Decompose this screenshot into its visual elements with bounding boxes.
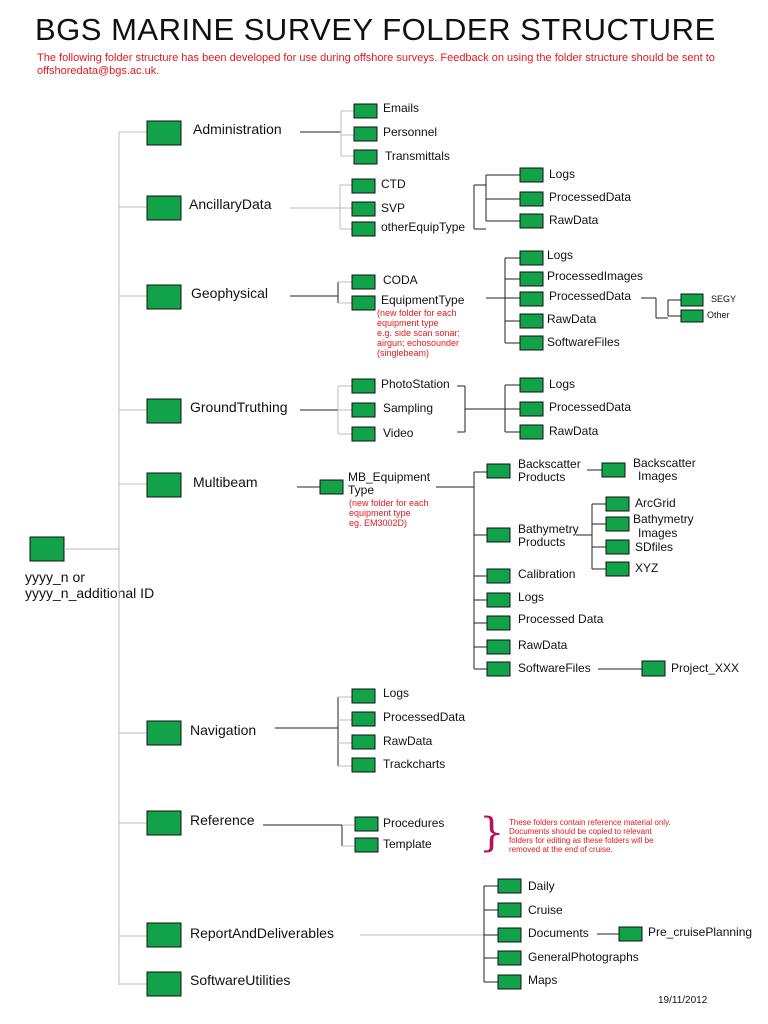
label-documents: Documents xyxy=(528,926,589,940)
label-otherequiptype: otherEquipType xyxy=(381,220,466,234)
folder-ancillary-rawdata[interactable] xyxy=(520,214,543,228)
label-reportanddeliverables: ReportAndDeliverables xyxy=(190,925,334,941)
label-softwareutilities: SoftwareUtilities xyxy=(190,972,291,988)
folder-bathymetry-products[interactable] xyxy=(487,528,510,542)
folder-equipmenttype[interactable] xyxy=(352,296,375,310)
folder-daily[interactable] xyxy=(498,879,521,893)
label-geo-rawdata: RawData xyxy=(547,312,597,326)
folder-pre-cruiseplanning[interactable] xyxy=(619,927,642,941)
ref-note-line4: removed at the end of cruise. xyxy=(509,845,613,854)
label-geo-softwarefiles: SoftwareFiles xyxy=(547,335,620,349)
folder-ancillary-processeddata[interactable] xyxy=(520,192,543,206)
page-title: BGS MARINE SURVEY FOLDER STRUCTURE xyxy=(35,12,716,47)
folder-cruise[interactable] xyxy=(498,903,521,917)
ref-note-line3: folders for editing as these folders will be xyxy=(509,836,654,845)
level1-softwareutilities[interactable] xyxy=(119,972,290,996)
level1-ancillarydata[interactable] xyxy=(119,196,272,220)
level1-multibeam[interactable] xyxy=(119,473,258,497)
label-arcgrid: ArcGrid xyxy=(635,496,676,510)
folder-documents[interactable] xyxy=(498,928,521,942)
label-administration: Administration xyxy=(193,121,282,137)
root-label-line2: yyyy_n_additional ID xyxy=(25,585,155,601)
folder-emails[interactable] xyxy=(354,104,377,118)
folder-segy[interactable] xyxy=(681,294,703,306)
folder-mb-logs[interactable] xyxy=(487,593,510,607)
label-gt-rawdata: RawData xyxy=(549,424,599,438)
label-reference: Reference xyxy=(190,812,255,828)
label-ancillary-processeddata: ProcessedData xyxy=(549,190,632,204)
label-geo-logs: Logs xyxy=(547,248,574,262)
label-trackcharts: Trackcharts xyxy=(383,757,446,771)
level1-navigation[interactable] xyxy=(119,721,256,745)
label-pre-cruiseplanning: Pre_cruisePlanning xyxy=(648,925,753,939)
folder-sampling[interactable] xyxy=(352,403,375,417)
label-video: Video xyxy=(383,426,414,440)
folder-reference[interactable] xyxy=(147,811,181,835)
label-nav-processeddata: ProcessedData xyxy=(383,710,466,724)
label-personnel: Personnel xyxy=(383,125,438,139)
label-ctd: CTD xyxy=(381,177,406,191)
folder-mb-equipmenttype[interactable] xyxy=(320,480,343,494)
label-coda: CODA xyxy=(383,273,418,287)
date-stamp: 19/11/2012 xyxy=(658,995,708,1006)
mb-note-line3: eg. EM3002D) xyxy=(349,518,408,528)
geo-note-line2: equipment type xyxy=(377,318,439,328)
label-bathyimages-line2: Images xyxy=(638,526,678,540)
folder-sdfiles[interactable] xyxy=(606,540,629,554)
folder-navigation[interactable] xyxy=(147,721,181,745)
label-mb-rawdata: RawData xyxy=(518,638,568,652)
label-mb-equipment-line2: Type xyxy=(348,483,375,497)
folder-nav-logs[interactable] xyxy=(352,689,375,703)
folder-backscatter-images[interactable] xyxy=(602,463,625,477)
label-maps: Maps xyxy=(528,973,558,987)
folder-ancillarydata[interactable] xyxy=(147,196,181,220)
folder-gt-rawdata[interactable] xyxy=(520,425,543,439)
label-bsimages-line2: Images xyxy=(638,469,678,483)
root-label-line1: yyyy_n or xyxy=(25,569,85,585)
folder-generalphotographs[interactable] xyxy=(498,951,521,965)
level1-reference[interactable] xyxy=(119,811,255,835)
label-calibration: Calibration xyxy=(518,567,576,581)
folder-groundtruthing[interactable] xyxy=(147,399,181,423)
label-project-xxx: Project_XXX xyxy=(671,661,740,675)
folder-arcgrid[interactable] xyxy=(606,497,629,511)
folder-mb-processed-data[interactable] xyxy=(487,616,510,630)
label-nav-rawdata: RawData xyxy=(383,734,433,748)
label-nav-logs: Logs xyxy=(383,686,410,700)
folder-multibeam[interactable] xyxy=(147,473,181,497)
folder-mb-rawdata[interactable] xyxy=(487,640,510,654)
folder-trackcharts[interactable] xyxy=(352,758,375,772)
folder-gt-processeddata[interactable] xyxy=(520,402,543,416)
geo-note-line5: (singlebeam) xyxy=(377,348,430,358)
label-mb-softwarefiles: SoftwareFiles xyxy=(518,661,591,675)
mb-note-line2: equipment type xyxy=(349,508,411,518)
label-photostation: PhotoStation xyxy=(381,377,450,391)
folder-nav-rawdata[interactable] xyxy=(352,735,375,749)
level1-reportanddeliverables[interactable] xyxy=(119,923,334,947)
level1-geophysical[interactable] xyxy=(119,285,268,309)
folder-xyz[interactable] xyxy=(606,562,629,576)
label-segy: SEGY xyxy=(711,294,737,304)
label-multibeam: Multibeam xyxy=(193,474,258,490)
label-bathyimages-line1: Bathymetry xyxy=(633,512,694,526)
label-equipmenttype: EquipmentType xyxy=(381,293,465,307)
label-gt-processeddata: ProcessedData xyxy=(549,400,632,414)
label-bathy-line1: Bathymetry xyxy=(518,522,579,536)
folder-template[interactable] xyxy=(355,838,378,852)
label-ancillary-logs: Logs xyxy=(549,167,576,181)
ref-note-line2: Documents should be copied to relevant xyxy=(509,827,652,836)
folder-nav-processeddata[interactable] xyxy=(352,712,375,726)
label-emails: Emails xyxy=(383,101,420,115)
label-groundtruthing: GroundTruthing xyxy=(190,399,288,415)
folder-coda[interactable] xyxy=(352,275,375,289)
folder-administration[interactable] xyxy=(147,121,181,145)
folder-transmittals[interactable] xyxy=(354,150,377,164)
folder-otherequiptype[interactable] xyxy=(352,222,375,236)
label-mb-equipment-line1: MB_Equipment xyxy=(348,470,431,484)
folder-calibration[interactable] xyxy=(487,569,510,583)
label-geophysical: Geophysical xyxy=(191,285,269,301)
folder-geo-rawdata[interactable] xyxy=(520,314,543,328)
folder-svp[interactable] xyxy=(352,202,375,216)
folder-softwareutilities[interactable] xyxy=(147,972,181,996)
geo-note-line4: airgun; echosounder xyxy=(377,338,460,348)
level1-administration[interactable] xyxy=(119,121,282,145)
label-xyz: XYZ xyxy=(635,561,659,575)
label-daily: Daily xyxy=(528,879,555,893)
folder-geo-processedimages[interactable] xyxy=(520,272,543,286)
ref-note-line1: These folders contain reference material only. xyxy=(509,818,671,827)
label-navigation: Navigation xyxy=(190,722,257,738)
label-bathy-line2: Products xyxy=(518,535,566,549)
label-mb-processed-data: Processed Data xyxy=(518,612,604,626)
geo-note-line1: (new folder for each xyxy=(377,308,457,318)
label-procedures: Procedures xyxy=(383,816,445,830)
folder-mb-softwarefiles[interactable] xyxy=(487,662,510,676)
label-template: Template xyxy=(383,837,432,851)
label-backscatter-line1: Backscatter xyxy=(518,457,581,471)
geo-note-line3: e.g. side scan sonar; xyxy=(377,328,461,338)
label-geo-processedimages: ProcessedImages xyxy=(547,269,644,283)
brace-icon: } xyxy=(479,810,505,856)
label-transmittals: Transmittals xyxy=(385,149,450,163)
folder-video[interactable] xyxy=(352,427,375,441)
label-sampling: Sampling xyxy=(383,401,434,415)
folder-project-xxx[interactable] xyxy=(642,661,665,676)
folder-geophysical[interactable] xyxy=(147,285,181,309)
folder-personnel[interactable] xyxy=(354,127,377,141)
root-folder[interactable] xyxy=(30,537,64,561)
label-bsimages-line1: Backscatter xyxy=(633,456,696,470)
label-ancillarydata: AncillaryData xyxy=(189,196,272,212)
folder-reportanddeliverables[interactable] xyxy=(147,923,181,947)
folder-geo-softwarefiles[interactable] xyxy=(520,336,543,350)
folder-geo-logs[interactable] xyxy=(520,251,543,265)
folder-maps[interactable] xyxy=(498,975,521,989)
level1-groundtruthing[interactable] xyxy=(119,399,288,423)
folder-photostation[interactable] xyxy=(352,379,375,393)
folder-geo-processeddata[interactable] xyxy=(520,292,543,306)
folder-bathymetry-images[interactable] xyxy=(606,517,629,531)
label-geo-other: Other xyxy=(707,310,730,320)
label-mb-logs: Logs xyxy=(518,590,545,604)
folder-ctd[interactable] xyxy=(352,179,375,193)
folder-gt-logs[interactable] xyxy=(520,378,543,392)
folder-ancillary-logs[interactable] xyxy=(520,168,543,182)
label-sdfiles: SDfiles xyxy=(635,540,674,554)
folder-backscatter-products[interactable] xyxy=(487,464,510,478)
label-backscatter-line2: Products xyxy=(518,470,566,484)
label-generalphotographs: GeneralPhotographs xyxy=(528,950,639,964)
label-ancillary-rawdata: RawData xyxy=(549,213,599,227)
folder-procedures[interactable] xyxy=(355,817,378,831)
label-cruise: Cruise xyxy=(528,903,563,917)
folder-geo-other[interactable] xyxy=(681,310,703,322)
mb-note-line1: (new folder for each xyxy=(349,498,429,508)
label-svp: SVP xyxy=(381,201,406,215)
label-gt-logs: Logs xyxy=(549,377,576,391)
label-geo-processeddata: ProcessedData xyxy=(549,289,632,303)
intro-text: The following folder structure has been developed for use during offshore surveys. Feedback on using the folder structure should be sent to offshoredata@bgs.ac.uk. xyxy=(37,52,715,77)
